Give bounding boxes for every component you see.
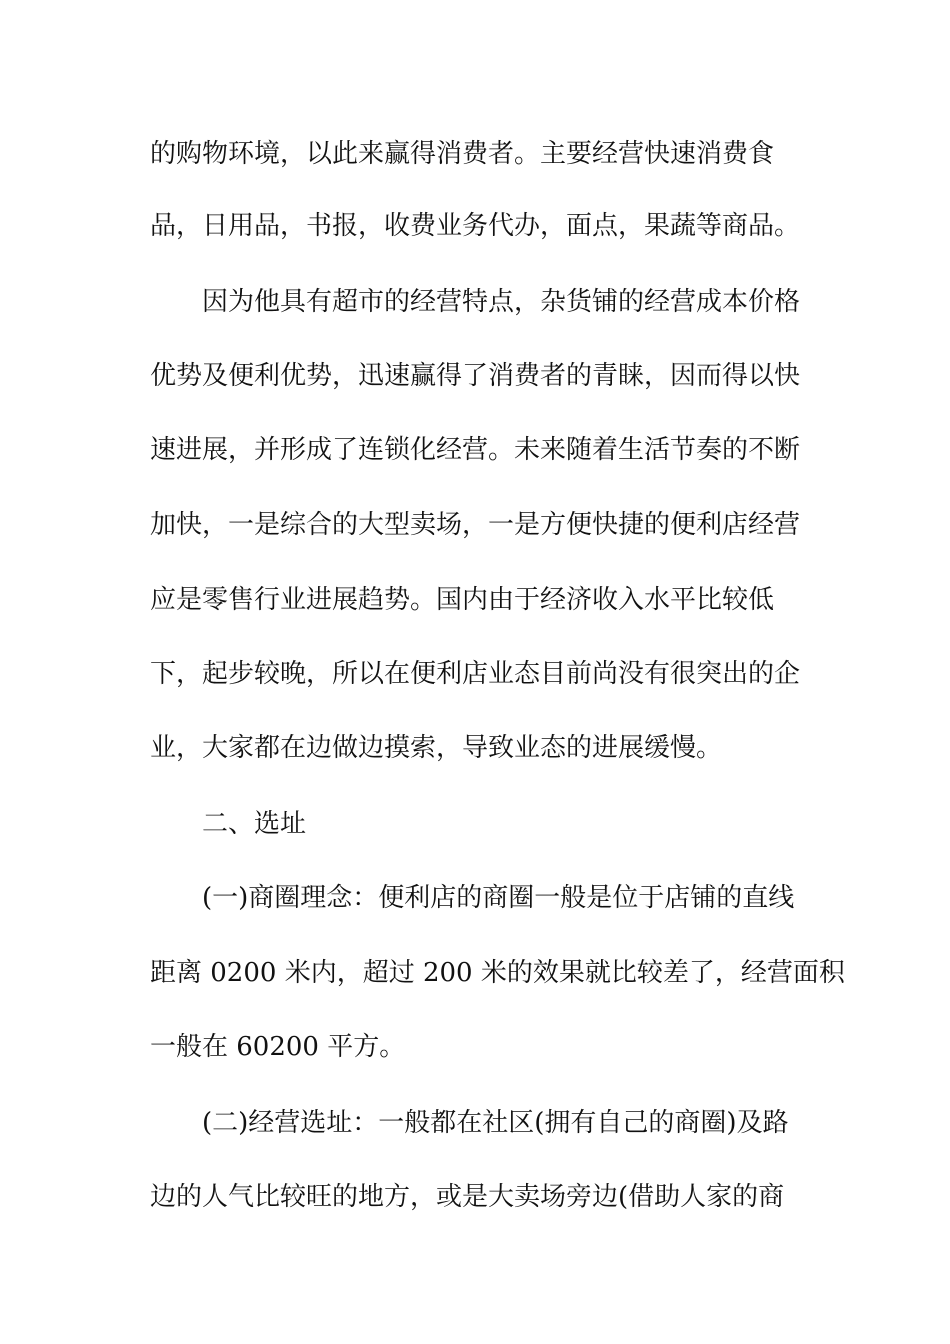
text-line: 优势及便利优势，迅速赢得了消费者的青睐，因而得以快 — [150, 361, 801, 391]
text-line: 加快，一是综合的大型卖场，一是方便快捷的便利店经营 — [150, 510, 801, 540]
text-line: 速进展，并形成了连锁化经营。未来随着生活节奏的不断 — [150, 435, 801, 465]
paragraph-start-line: (一)商圈理念：便利店的商圈一般是位于店铺的直线 — [202, 883, 795, 913]
paragraph-start-line: 因为他具有超市的经营特点，杂货铺的经营成本价格 — [202, 287, 801, 317]
text-line: 的购物环境，以此来赢得消费者。主要经营快速消费食 — [150, 139, 775, 169]
text-line: 应是零售行业进展趋势。国内由于经济收入水平比较低 — [150, 585, 775, 615]
text-line: 一般在 60200 平方。 — [150, 1032, 406, 1062]
paragraph-start-line: (二)经营选址：一般都在社区(拥有自己的商圈)及路 — [202, 1108, 789, 1138]
section-heading: 二、选址 — [202, 809, 307, 839]
text-line: 距离 0200 米内，超过 200 米的效果就比较差了，经营面积 — [150, 958, 845, 988]
text-line: 下，起步较晚，所以在便利店业态目前尚没有很突出的企 — [150, 659, 801, 689]
text-line: 边的人气比较旺的地方，或是大卖场旁边(借助人家的商 — [150, 1182, 785, 1212]
text-line: 品，日用品，书报，收费业务代办，面点，果蔬等商品。 — [150, 211, 801, 241]
text-line: 业，大家都在边做边摸索，导致业态的进展缓慢。 — [150, 733, 723, 763]
